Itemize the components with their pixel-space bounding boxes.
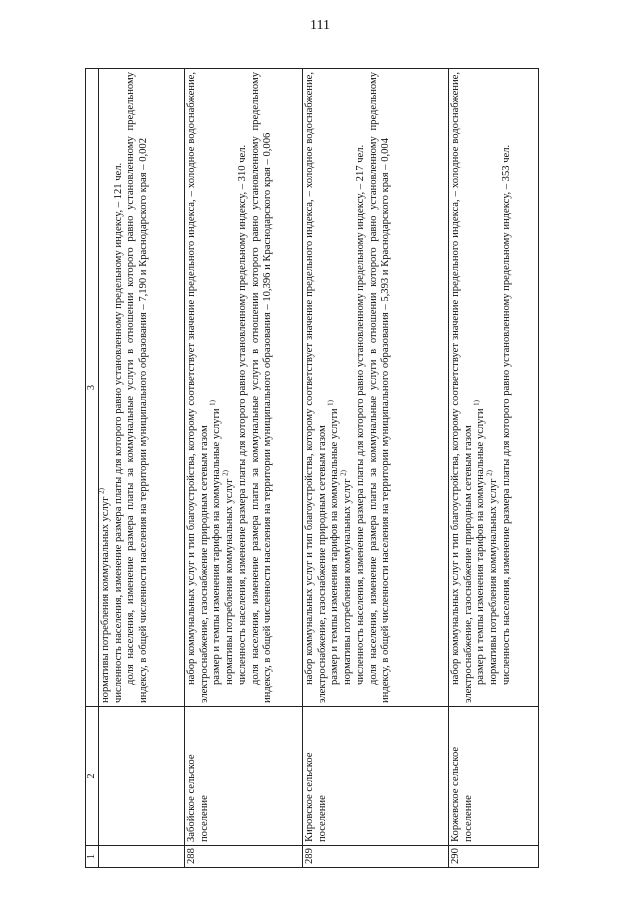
- header-row: [86, 69, 99, 868]
- row-number: 289: [303, 846, 449, 868]
- population-line: численность населения, изменение размера платы для которого равно установленному предельному индексу, – 310 чел.: [236, 144, 248, 685]
- share-line: доля населения, изменение размера платы за коммунальные услуги в отношении которого равно установленному предельному индексу, в общей численности населения на территории муниципального образования – 5,393 и Краснодарского края – 0,004: [367, 72, 392, 703]
- municipal-index-table: [85, 68, 539, 868]
- settlement-name: Забойское сельское поселение: [185, 707, 303, 846]
- service-set: набор коммунальных услуг и тип благоустройства, которому соответствует значение предельного индекса, – холодное водоснабжение, электроснабжение, газоснабжение природным сетевым газом: [186, 72, 210, 703]
- table-row-289: [303, 69, 449, 868]
- norms-line: нормативы потребления коммунальных услуг $^{2)}$: [485, 470, 500, 685]
- service-set: набор коммунальных услуг и тип благоустройства, которому соответствует значение предельного индекса, – холодное водоснабжение, электроснабжение, газоснабжение природным сетевым газом: [450, 72, 474, 703]
- service-set: набор коммунальных услуг и тип благоустройства, которому соответствует значение предельного индекса, – холодное водоснабжение, электроснабжение, газоснабжение природным сетевым газом: [304, 72, 328, 703]
- norms-line: нормативы потребления коммунальных услуг $^{2)}$: [97, 488, 111, 703]
- settlement-name: Коржевское сельское поселение: [449, 707, 539, 846]
- header-col-2: 2: [86, 707, 99, 846]
- table-row-continuation: [99, 69, 185, 868]
- tariffs-line: размер и темпы изменения тарифов на коммунальные услуги $^{1)}$: [326, 400, 341, 685]
- row-details: [303, 69, 449, 707]
- row-number: 288: [185, 846, 303, 868]
- row-details: [449, 69, 539, 707]
- norms-line: нормативы потребления коммунальных услуг $^{2)}$: [221, 470, 236, 685]
- header-col-1: 1: [86, 846, 99, 868]
- tariffs-line: размер и темпы изменения тарифов на коммунальные услуги $^{1)}$: [472, 400, 487, 685]
- population-line: численность населения, изменение размера платы для которого равно установленному предельному индексу, – 353 чел.: [500, 144, 512, 685]
- settlement-name: Кировское сельское поселение: [303, 707, 449, 846]
- row-number: 290: [449, 846, 539, 868]
- norms-line: нормативы потребления коммунальных услуг $^{2)}$: [339, 470, 354, 685]
- table-row-288: [185, 69, 303, 868]
- share-line: доля населения, изменение размера платы за коммунальные услуги в отношении которого равно установленному предельному индексу, в общей численности населения на территории муниципального образования – 10,396 и Краснодарского края – 0,006: [249, 72, 274, 703]
- population-line: численность населения, изменение размера платы для которого равно установленному предельному индексу, – 217 чел.: [354, 144, 366, 685]
- page-number: 111: [310, 18, 330, 33]
- population-line: численность населения, изменение размера платы для которого равно установленному предельному индексу, – 121 чел.: [112, 162, 124, 703]
- share-line: доля населения, изменение размера платы за коммунальные услуги в отношении которого равно установленному предельному индексу, в общей численности населения на территории муниципального образования – 7,190 и Краснодарского края – 0,002: [125, 72, 150, 703]
- tariffs-line: размер и темпы изменения тарифов на коммунальные услуги $^{1)}$: [208, 400, 223, 685]
- row-details: [185, 69, 303, 707]
- rotated-table-container: [85, 68, 539, 868]
- continuation-cell: [99, 69, 185, 707]
- header-col-3: 3: [86, 69, 99, 707]
- table-row-290: [449, 69, 539, 868]
